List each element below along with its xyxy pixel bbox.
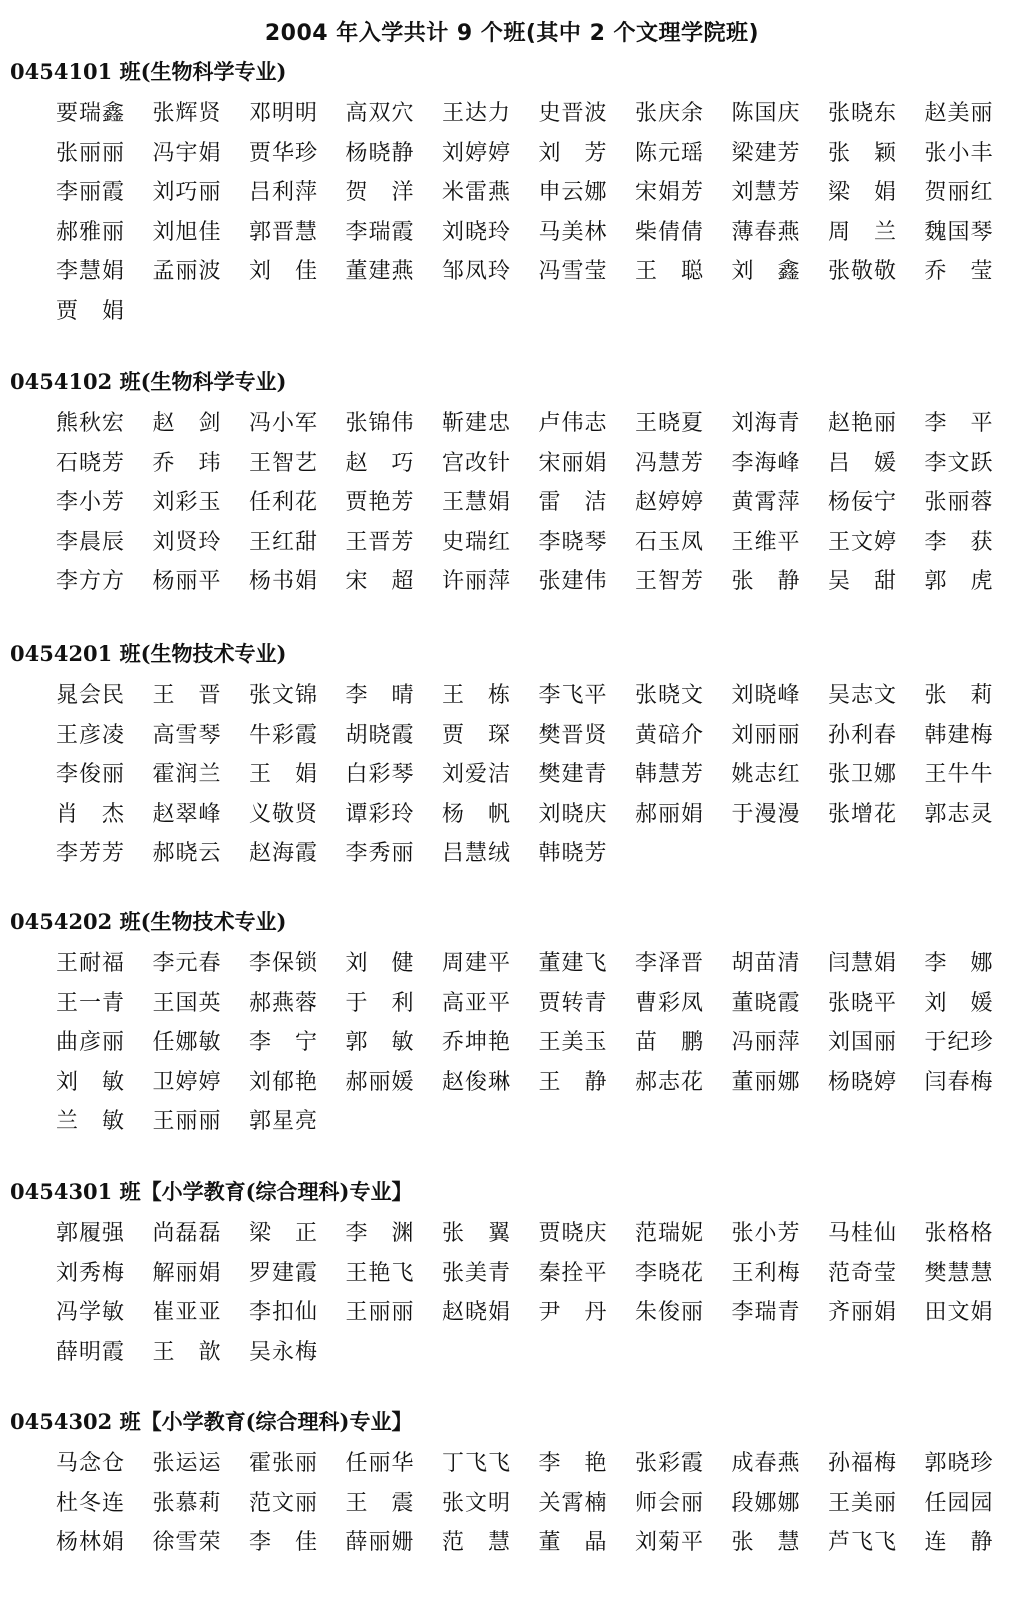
- student-name: 张 慧: [731, 1530, 801, 1555]
- class-header: 0454301 班【小学教育(综合理科)专业】: [10, 1179, 413, 1204]
- student-name: 苗 鹏: [635, 1030, 705, 1055]
- student-name: 王慧娟: [442, 490, 512, 515]
- student-name: 刘贤玲: [152, 529, 222, 555]
- student-name: 张晓东: [828, 101, 898, 126]
- student-name: 于 利: [345, 990, 415, 1016]
- student-name: 贾 娟: [56, 298, 126, 324]
- student-name: 丁飞飞: [442, 1451, 512, 1476]
- student-name: 刘 芳: [538, 140, 608, 166]
- class-header: 0454101 班(生物科学专业): [10, 59, 287, 84]
- student-name: 杨晓婷: [828, 1069, 898, 1095]
- student-name: 薛明霞: [56, 1339, 126, 1365]
- student-name: 王维平: [731, 529, 801, 555]
- student-name: 郝雅丽: [56, 219, 126, 245]
- student-name: 韩慧芳: [635, 762, 705, 787]
- name-grid: [56, 1214, 1006, 1372]
- student-name: 马桂仙: [828, 1221, 898, 1246]
- student-name: 张庆余: [635, 101, 705, 126]
- student-name: 师会丽: [635, 1490, 705, 1516]
- student-name: 李晓花: [635, 1260, 705, 1286]
- student-name: 韩晓芳: [538, 841, 608, 866]
- student-name: 段娜娜: [731, 1490, 801, 1516]
- student-name: 吴志文: [828, 683, 898, 708]
- student-name: 李飞平: [538, 683, 608, 708]
- student-name: 齐丽娟: [828, 1300, 898, 1325]
- student-name: 靳建忠: [442, 411, 512, 436]
- student-name: 解丽娟: [152, 1260, 222, 1286]
- student-name: 牛彩霞: [249, 722, 319, 748]
- student-name: 贾晓庆: [538, 1221, 608, 1246]
- student-name: 刘郁艳: [249, 1069, 319, 1095]
- student-name: 李秀丽: [345, 841, 415, 866]
- student-name: 王美丽: [828, 1490, 898, 1516]
- student-name: 范奇莹: [828, 1260, 898, 1286]
- student-name: 黄霄萍: [731, 490, 801, 515]
- student-name: 肖 杰: [56, 801, 126, 827]
- student-name: 刘 媛: [924, 990, 994, 1016]
- student-name: 卫婷婷: [152, 1069, 222, 1095]
- student-name: 刘晓玲: [442, 219, 512, 245]
- student-name: 李晨辰: [56, 529, 126, 555]
- student-name: 赵艳丽: [828, 411, 898, 436]
- student-name: 张晓文: [635, 683, 705, 708]
- student-name: 张彩霞: [635, 1451, 705, 1476]
- student-name: 张 颖: [828, 140, 898, 166]
- student-name: 李 平: [924, 411, 994, 436]
- student-name: 郭 敏: [345, 1030, 415, 1055]
- student-name: 刘菊平: [635, 1530, 705, 1555]
- student-name: 李 获: [924, 529, 994, 555]
- student-name: 赵 巧: [345, 450, 415, 476]
- student-name: 刘爱洁: [442, 762, 512, 787]
- student-name: 李俊丽: [56, 762, 126, 787]
- student-name: 梁 正: [249, 1221, 319, 1246]
- student-name: 樊晋贤: [538, 722, 608, 748]
- student-name: 王 歆: [152, 1339, 222, 1365]
- student-name: 赵翠峰: [152, 801, 222, 827]
- student-name: 乔坤艳: [442, 1030, 512, 1055]
- student-name: 李文跃: [924, 450, 994, 476]
- student-name: 梁建芳: [731, 140, 801, 166]
- student-name: 胡晓霞: [345, 722, 415, 748]
- student-name: 关霄楠: [538, 1490, 608, 1516]
- student-name: 魏国琴: [924, 219, 994, 245]
- student-name: 李 佳: [249, 1530, 319, 1555]
- student-name: 刘慧芳: [731, 180, 801, 205]
- student-name: 樊慧慧: [924, 1260, 994, 1286]
- student-name: 刘旭佳: [152, 219, 222, 245]
- student-name: 任丽华: [345, 1451, 415, 1476]
- student-name: 卢伟志: [538, 411, 608, 436]
- student-name: 史瑞红: [442, 529, 512, 555]
- student-name: 李晓琴: [538, 529, 608, 555]
- student-name: 刘 健: [345, 951, 415, 976]
- student-name: 贾 琛: [442, 722, 512, 748]
- student-name: 成春燕: [731, 1451, 801, 1476]
- student-name: 吕利萍: [249, 180, 319, 205]
- student-name: 黄碚介: [635, 722, 705, 748]
- student-name: 晁会民: [56, 683, 126, 708]
- student-name: 郭晓珍: [924, 1451, 994, 1476]
- student-name: 白彩琴: [345, 762, 415, 787]
- student-name: 张辉贤: [152, 101, 222, 126]
- student-name: 李 宁: [249, 1030, 319, 1055]
- student-name: 马美林: [538, 219, 608, 245]
- student-name: 贾艳芳: [345, 490, 415, 515]
- student-name: 王丽丽: [345, 1300, 415, 1325]
- student-name: 申云娜: [538, 180, 608, 205]
- student-name: 李保锁: [249, 951, 319, 976]
- class-header: 0454102 班(生物科学专业): [10, 369, 287, 394]
- student-name: 张 莉: [924, 683, 994, 708]
- student-name: 王智芳: [635, 569, 705, 594]
- student-name: 霍张丽: [249, 1451, 319, 1476]
- student-name: 李慧娟: [56, 259, 126, 284]
- student-name: 霍润兰: [152, 762, 222, 787]
- student-name: 李 渊: [345, 1221, 415, 1246]
- student-name: 张 翼: [442, 1221, 512, 1246]
- student-name: 郭 虎: [924, 569, 994, 594]
- student-name: 杨晓静: [345, 140, 415, 166]
- student-name: 张文锦: [249, 683, 319, 708]
- student-name: 刘 敏: [56, 1069, 126, 1095]
- student-name: 田文娟: [924, 1300, 994, 1325]
- student-name: 乔 玮: [152, 450, 222, 476]
- student-name: 王智艺: [249, 450, 319, 476]
- student-name: 王艳飞: [345, 1260, 415, 1286]
- student-name: 谭彩玲: [345, 801, 415, 827]
- student-name: 杨佞宁: [828, 490, 898, 515]
- student-name: 王红甜: [249, 529, 319, 555]
- student-name: 石玉凤: [635, 529, 705, 555]
- student-name: 陈国庆: [731, 101, 801, 126]
- student-name: 郭履强: [56, 1221, 126, 1246]
- student-name: 王文婷: [828, 529, 898, 555]
- student-name: 王 震: [345, 1490, 415, 1516]
- student-name: 张小丰: [924, 140, 994, 166]
- student-name: 许丽萍: [442, 569, 512, 594]
- student-name: 姚志红: [731, 762, 801, 787]
- name-grid: [56, 404, 1006, 602]
- student-name: 王晓夏: [635, 411, 705, 436]
- student-name: 郝晓云: [152, 841, 222, 866]
- student-name: 吴永梅: [249, 1339, 319, 1365]
- student-name: 李元春: [152, 951, 222, 976]
- student-name: 刘婷婷: [442, 140, 512, 166]
- student-name: 赵美丽: [924, 101, 994, 126]
- student-name: 薛丽姗: [345, 1530, 415, 1555]
- student-name: 范 慧: [442, 1530, 512, 1555]
- student-name: 于纪珍: [924, 1030, 994, 1055]
- student-name: 董建燕: [345, 259, 415, 284]
- student-name: 孟丽波: [152, 259, 222, 284]
- student-name: 张美青: [442, 1260, 512, 1286]
- student-name: 王 娟: [249, 762, 319, 787]
- student-name: 张丽丽: [56, 140, 126, 166]
- student-name: 陈元瑶: [635, 140, 705, 166]
- student-name: 张敬敬: [828, 259, 898, 284]
- student-name: 冯学敏: [56, 1300, 126, 1325]
- student-name: 张运运: [152, 1451, 222, 1476]
- student-name: 张锦伟: [345, 411, 415, 436]
- student-name: 刘秀梅: [56, 1260, 126, 1286]
- student-name: 郝丽娟: [635, 801, 705, 827]
- class-header: 0454302 班【小学教育(综合理科)专业】: [10, 1409, 413, 1434]
- student-name: 石晓芳: [56, 450, 126, 476]
- student-name: 范瑞妮: [635, 1221, 705, 1246]
- student-name: 周建平: [442, 951, 512, 976]
- student-name: 冯慧芳: [635, 450, 705, 476]
- student-name: 冯雪莹: [538, 259, 608, 284]
- student-name: 李瑞青: [731, 1300, 801, 1325]
- student-name: 吴 甜: [828, 569, 898, 594]
- student-name: 孙利春: [828, 722, 898, 748]
- page-title: 2004 年入学共计 9 个班(其中 2 个文理学院班): [264, 21, 760, 46]
- student-name: 贾华珍: [249, 140, 319, 166]
- student-name: 史晋波: [538, 101, 608, 126]
- student-name: 李方方: [56, 569, 126, 594]
- name-grid: [56, 94, 1006, 331]
- student-name: 任园园: [924, 1490, 994, 1516]
- student-name: 王 静: [538, 1069, 608, 1095]
- name-grid: [56, 944, 1006, 1142]
- student-name: 范文丽: [249, 1490, 319, 1516]
- student-name: 郭晋慧: [249, 219, 319, 245]
- student-name: 米雷燕: [442, 180, 512, 205]
- student-name: 董丽娜: [731, 1069, 801, 1095]
- student-name: 赵晓娟: [442, 1300, 512, 1325]
- student-name: 王美玉: [538, 1030, 608, 1055]
- student-name: 曹彩凤: [635, 990, 705, 1016]
- student-name: 孙福梅: [828, 1451, 898, 1476]
- student-name: 樊建青: [538, 762, 608, 787]
- student-name: 宫改针: [442, 450, 512, 476]
- student-name: 李 晴: [345, 683, 415, 708]
- student-name: 刘晓庆: [538, 801, 608, 827]
- student-name: 李 艳: [538, 1451, 608, 1476]
- student-name: 李芳芳: [56, 841, 126, 866]
- student-name: 宋 超: [345, 569, 415, 594]
- student-name: 周 兰: [828, 219, 898, 245]
- student-name: 乔 莹: [924, 259, 994, 284]
- student-name: 王 晋: [152, 683, 222, 708]
- student-name: 郝志花: [635, 1069, 705, 1095]
- student-name: 张格格: [924, 1221, 994, 1246]
- student-name: 赵婷婷: [635, 490, 705, 515]
- student-name: 李 娜: [924, 951, 994, 976]
- student-name: 曲彦丽: [56, 1030, 126, 1055]
- student-name: 贾转青: [538, 990, 608, 1016]
- student-name: 刘国丽: [828, 1030, 898, 1055]
- student-name: 宋娟芳: [635, 180, 705, 205]
- student-name: 冯丽萍: [731, 1030, 801, 1055]
- student-name: 贺丽红: [924, 180, 994, 205]
- student-name: 刘彩玉: [152, 490, 222, 515]
- student-name: 吕慧绒: [442, 841, 512, 866]
- student-name: 邹凤玲: [442, 259, 512, 284]
- student-name: 李瑞霞: [345, 219, 415, 245]
- student-name: 张 静: [731, 569, 801, 594]
- student-name: 罗建霞: [249, 1260, 319, 1286]
- student-name: 熊秋宏: [56, 411, 126, 436]
- student-name: 王达力: [442, 101, 512, 126]
- student-name: 于漫漫: [731, 801, 801, 827]
- student-name: 要瑞鑫: [56, 101, 126, 126]
- student-name: 张卫娜: [828, 762, 898, 787]
- student-name: 崔亚亚: [152, 1300, 222, 1325]
- student-name: 张建伟: [538, 569, 608, 594]
- name-grid: [56, 1444, 1006, 1563]
- student-name: 李泽晋: [635, 951, 705, 976]
- student-name: 董晓霞: [731, 990, 801, 1016]
- student-name: 薄春燕: [731, 219, 801, 245]
- student-name: 宋丽娟: [538, 450, 608, 476]
- student-name: 兰 敏: [56, 1109, 126, 1134]
- student-name: 杨书娟: [249, 569, 319, 594]
- student-name: 王 栋: [442, 683, 512, 708]
- student-name: 张丽蓉: [924, 490, 994, 515]
- student-name: 雷 洁: [538, 490, 608, 515]
- student-name: 董 晶: [538, 1530, 608, 1555]
- student-name: 冯小军: [249, 411, 319, 436]
- student-name: 高亚平: [442, 990, 512, 1016]
- student-name: 高双穴: [345, 101, 415, 126]
- student-name: 杜冬连: [56, 1490, 126, 1516]
- class-header: 0454202 班(生物技术专业): [10, 909, 287, 934]
- student-name: 刘 鑫: [731, 259, 801, 284]
- student-name: 刘海青: [731, 411, 801, 436]
- student-name: 张小芳: [731, 1221, 801, 1246]
- student-name: 张晓平: [828, 990, 898, 1016]
- student-name: 王晋芳: [345, 529, 415, 555]
- student-name: 尹 丹: [538, 1300, 608, 1325]
- student-name: 王 聪: [635, 259, 705, 284]
- student-name: 连 静: [924, 1530, 994, 1555]
- student-name: 赵海霞: [249, 841, 319, 866]
- student-name: 韩建梅: [924, 722, 994, 748]
- student-name: 冯宇娟: [152, 140, 222, 166]
- student-name: 王一青: [56, 990, 126, 1016]
- student-name: 杨 帆: [442, 801, 512, 827]
- student-name: 柴倩倩: [635, 219, 705, 245]
- student-name: 徐雪荣: [152, 1530, 222, 1555]
- student-name: 义敬贤: [249, 801, 319, 827]
- student-name: 张慕莉: [152, 1490, 222, 1516]
- class-header: 0454201 班(生物技术专业): [10, 641, 287, 666]
- student-name: 任娜敏: [152, 1030, 222, 1055]
- student-name: 李丽霞: [56, 180, 126, 205]
- student-name: 邓明明: [249, 101, 319, 126]
- student-name: 马念仓: [56, 1451, 126, 1476]
- student-name: 刘巧丽: [152, 180, 222, 205]
- student-name: 张文明: [442, 1490, 512, 1516]
- student-name: 吕 媛: [828, 450, 898, 476]
- student-name: 赵 剑: [152, 411, 222, 436]
- student-name: 王彦凌: [56, 722, 126, 748]
- student-name: 王利梅: [731, 1260, 801, 1286]
- student-name: 王牛牛: [924, 762, 994, 787]
- student-name: 朱俊丽: [635, 1300, 705, 1325]
- student-name: 李扣仙: [249, 1300, 319, 1325]
- student-name: 闫春梅: [924, 1069, 994, 1095]
- student-name: 王国英: [152, 990, 222, 1016]
- student-name: 王耐福: [56, 951, 126, 976]
- student-name: 贺 洋: [345, 180, 415, 205]
- student-name: 胡苗清: [731, 951, 801, 976]
- student-name: 闫慧娟: [828, 951, 898, 976]
- student-name: 郭星亮: [249, 1109, 319, 1134]
- student-name: 郭志灵: [924, 801, 994, 827]
- student-name: 尚磊磊: [152, 1221, 222, 1246]
- student-name: 刘 佳: [249, 259, 319, 284]
- student-name: 高雪琴: [152, 722, 222, 748]
- student-name: 刘丽丽: [731, 722, 801, 748]
- student-name: 梁 娟: [828, 180, 898, 205]
- student-name: 郝燕蓉: [249, 990, 319, 1016]
- student-name: 刘晓峰: [731, 683, 801, 708]
- student-name: 张增花: [828, 801, 898, 827]
- student-name: 秦拴平: [538, 1260, 608, 1286]
- student-name: 赵俊琳: [442, 1069, 512, 1095]
- name-grid: [56, 676, 1006, 874]
- student-name: 杨林娟: [56, 1530, 126, 1555]
- student-name: 任利花: [249, 490, 319, 515]
- student-name: 李海峰: [731, 450, 801, 476]
- student-name: 董建飞: [538, 951, 608, 976]
- student-name: 李小芳: [56, 490, 126, 515]
- student-name: 郝丽媛: [345, 1069, 415, 1095]
- student-name: 杨丽平: [152, 569, 222, 594]
- student-name: 王丽丽: [152, 1109, 222, 1134]
- student-name: 芦飞飞: [828, 1530, 898, 1555]
